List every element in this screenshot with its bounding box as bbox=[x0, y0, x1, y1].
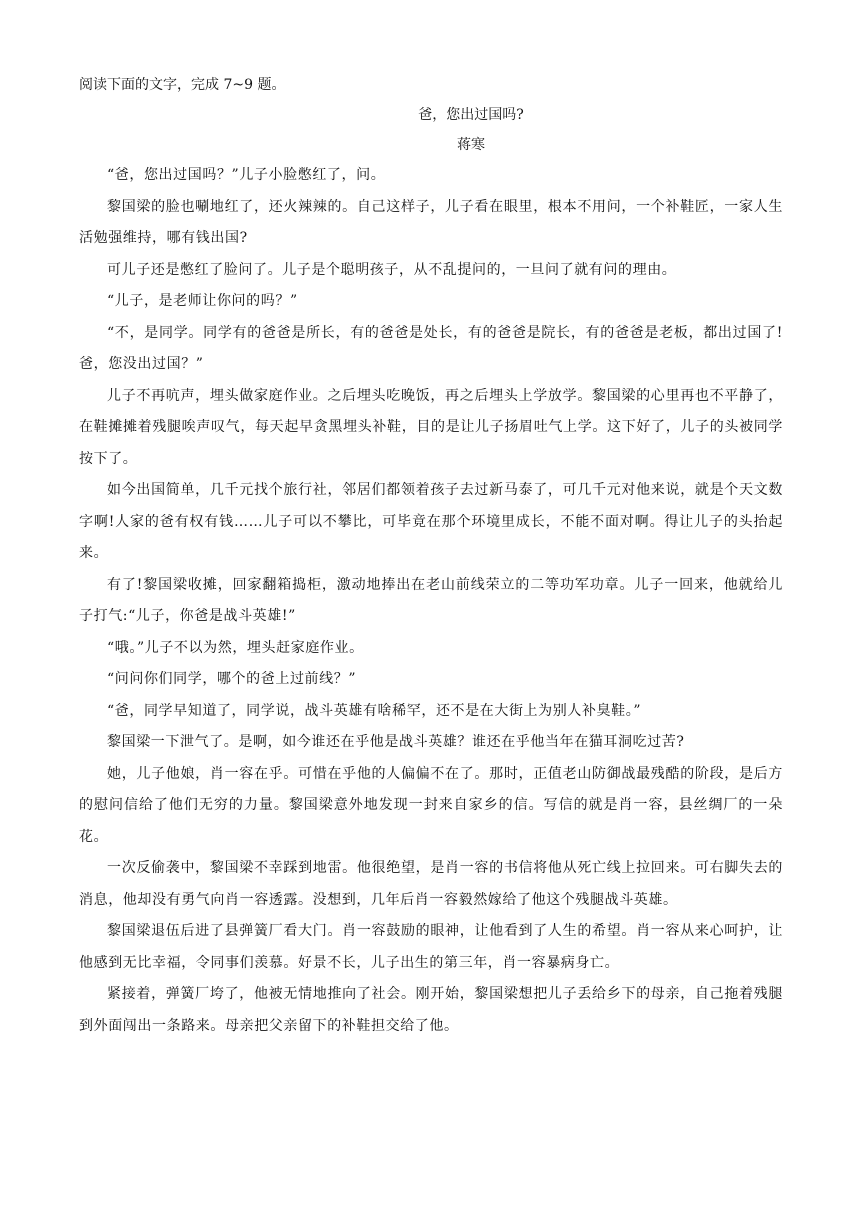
paragraph: 她，儿子他娘，肖一容在乎。可惜在乎他的人偏偏不在了。那时，正值老山防御战最残酷的阶段，是后方的慰问信给了他们无穷的力量。黎国梁意外地发现一封来自家乡的信。写信的就是肖一容，县丝绸厂的一朵花。 bbox=[79, 765, 783, 845]
paragraph: 黎国梁退伍后进了县弹簧厂看大门。肖一容鼓励的眼神，让他看到了人生的希望。肖一容从来心呵护，让他感到无比幸福，令同事们羡慕。好景不长，儿子出生的第三年，肖一容暴病身亡。 bbox=[79, 923, 783, 971]
article-author: 蒋寒 bbox=[457, 137, 485, 153]
paragraph: “爸，同学早知道了，同学说，战斗英雄有啥稀罕，还不是在大街上为别人补臭鞋。” bbox=[107, 702, 642, 719]
paragraph: “爸，您出过国吗？”儿子小脸憋红了，问。 bbox=[107, 167, 386, 183]
paragraph: 儿子不再吭声，埋头做家庭作业。之后埋头吃晚饭，再之后埋头上学放学。黎国梁的心里再也不平静了，在鞋摊摊着残腿唉声叹气，每天起早贪黑埋头补鞋，目的是让儿子扬眉吐气上学。这下好了，儿子的头被同学按下了。 bbox=[79, 387, 783, 467]
paragraph: 如今出国简单，几千元找个旅行社，邻居们都领着孩子去过新马泰了，可几千元对他来说，就是个天文数字啊!人家的爸有权有钱……儿子可以不攀比，可毕竟在那个环境里成长，不能不面对啊。得让儿子的头抬起来。 bbox=[79, 482, 783, 561]
paragraph: “哦。”儿子不以为然，埋头赶家庭作业。 bbox=[107, 639, 364, 656]
paragraph: 黎国梁一下泄气了。是啊，如今谁还在乎他是战斗英雄？谁还在乎他当年在猫耳洞吃过苦? bbox=[107, 734, 685, 750]
paragraph: “不，是同学。同学有的爸爸是所长，有的爸爸是处长，有的爸爸是院长，有的爸爸是老板，都出过国了!爸，您没出过国？” bbox=[79, 324, 783, 372]
paragraph: 有了!黎国梁收摊，回家翻箱捣柜，激动地捧出在老山前线荣立的二等功军功章。儿子一回来，他就给儿子打气:“儿子，你爸是战斗英雄!” bbox=[79, 576, 783, 624]
paragraph: “儿子，是老师让你问的吗？” bbox=[107, 293, 298, 309]
paragraph: 紧接着，弹簧厂垮了，他被无情地推向了社会。刚开始，黎国梁想把儿子丢给乡下的母亲，自己拖着残腿到外面闯出一条路来。母亲把父亲留下的补鞋担交给了他。 bbox=[79, 986, 783, 1034]
article-title: 爸，您出过国吗? bbox=[418, 107, 524, 123]
document-page bbox=[79, 70, 783, 1042]
paragraph: 可儿子还是憋红了脸问了。儿子是个聪明孩子，从不乱提问的，一旦问了就有问的理由。 bbox=[107, 261, 677, 278]
paragraph: 一次反偷袭中，黎国梁不幸踩到地雷。他很绝望，是肖一容的书信将他从死亡线上拉回来。可右脚失去的消息，他却没有勇气向肖一容透露。没想到，几年后肖一容毅然嫁给了他这个残腿战斗英雄。 bbox=[79, 860, 783, 908]
paragraph: “问问你们同学，哪个的爸上过前线？” bbox=[107, 671, 357, 687]
paragraph: 黎国梁的脸也唰地红了，还火辣辣的。自己这样子，儿子看在眼里，根本不用问，一个补鞋匠，一家人生活勉强维持，哪有钱出国? bbox=[79, 198, 783, 246]
reading-instruction: 阅读下面的文字，完成 7~9 题。 bbox=[79, 77, 286, 93]
